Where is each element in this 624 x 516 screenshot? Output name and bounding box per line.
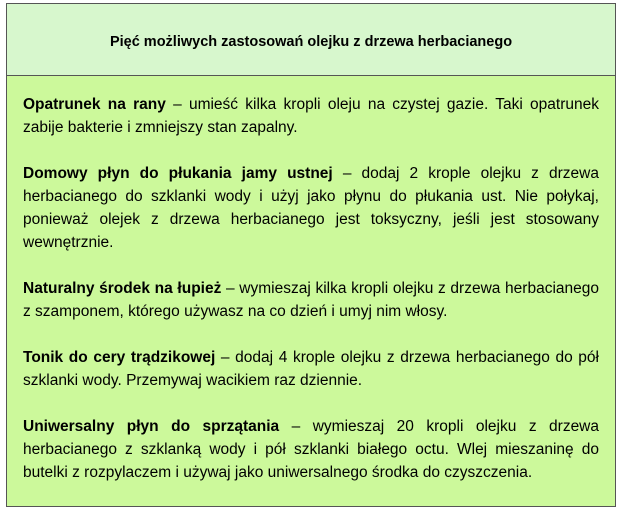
item-name: Opatrunek na rany: [23, 96, 166, 113]
list-item: [23, 162, 599, 254]
item-description: – wymieszaj 20 kropli olejku z drzewa herbacianego z szklanką wody i pół szklanki białego octu. Wlej mieszaninę do butelki z rozpylaczem i używaj jako uniwersalnego środka do czyszczenia.: [23, 418, 599, 481]
item-name: Domowy płyn do płukania jamy ustnej: [23, 165, 333, 182]
table-body: [7, 76, 615, 484]
item-description: – wymieszaj kilka kropli olejku z drzewa herbacianego z szamponem, którego używasz na co dzień i umyj nim włosy.: [23, 280, 599, 320]
list-item: [23, 346, 599, 392]
table-header: [7, 4, 615, 76]
item-description: – umieść kilka kropli oleju na czystej gazie. Taki opatrunek zabije bakterie i zmniejszy stan zapalny.: [23, 96, 599, 136]
item-name: Naturalny środek na łupież: [23, 280, 222, 297]
list-item: [23, 277, 599, 323]
item-description: – dodaj 2 krople olejku z drzewa herbacianego do szklanki wody i użyj jako płynu do płukania ust. Nie połykaj, ponieważ olejek z drzewa herbacianego jest toksyczny, jeśli jest stosowany wewnętrznie.: [23, 165, 599, 251]
info-table: [6, 3, 616, 507]
page-title: Pięć możliwych zastosowań olejku z drzewa herbacianego: [109, 33, 513, 50]
item-name: Uniwersalny płyn do sprzątania: [23, 418, 280, 435]
list-item: [23, 93, 599, 139]
list-item: [23, 415, 599, 484]
item-description: – dodaj 4 krople olejku z drzewa herbacianego do pół szklanki wody. Przemywaj wacikiem raz dziennie.: [23, 349, 599, 389]
item-name: Tonik do cery trądzikowej: [23, 349, 216, 366]
